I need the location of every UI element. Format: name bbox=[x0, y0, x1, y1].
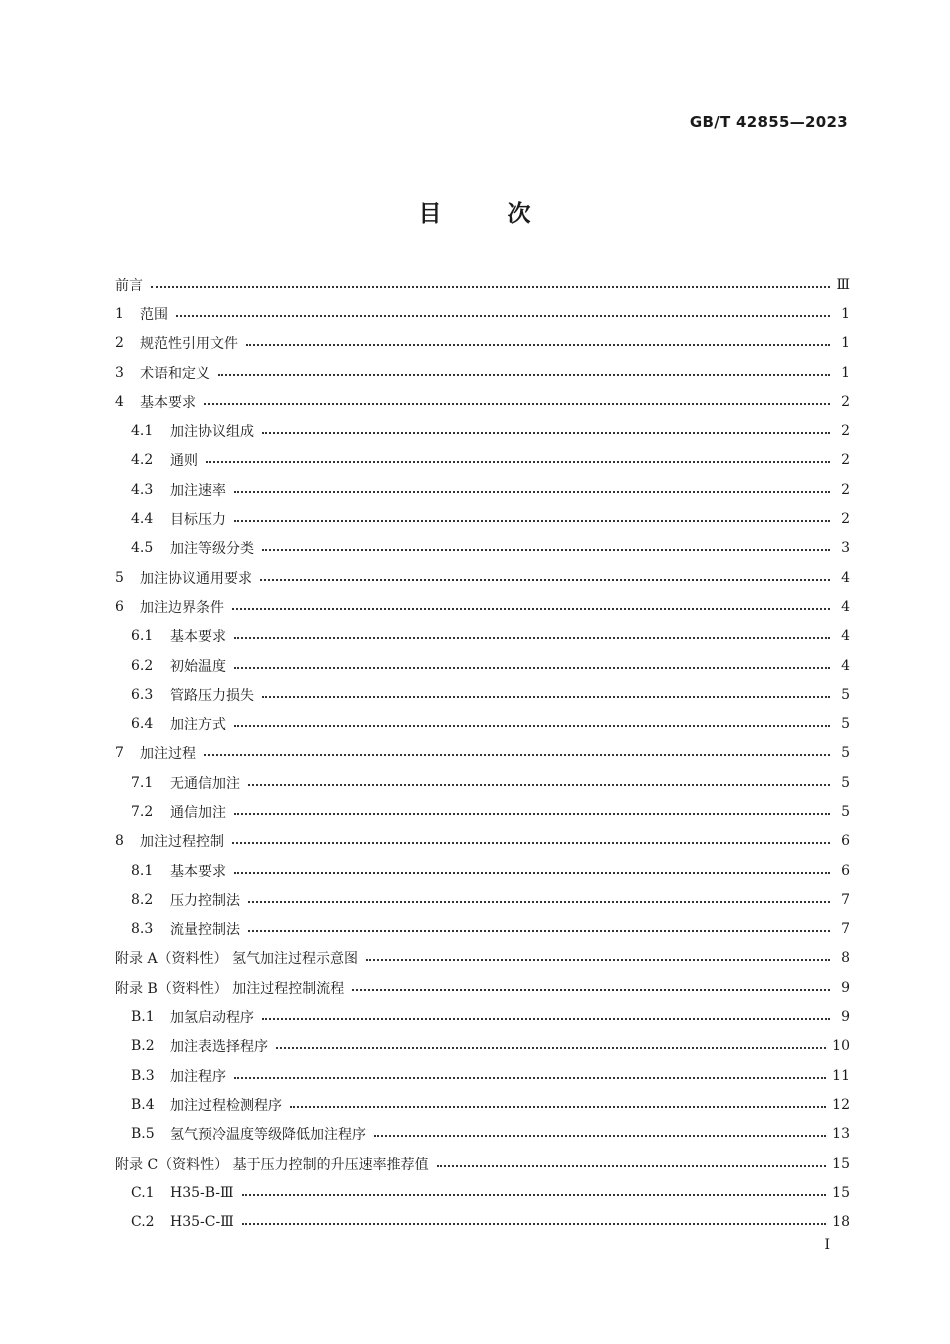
toc-entry-page: 5 bbox=[841, 686, 850, 703]
dot-leader bbox=[246, 344, 830, 346]
toc-entry-number: 4.3 bbox=[131, 481, 154, 498]
toc-entry-page: 6 bbox=[841, 833, 850, 850]
toc-entry-page: 2 bbox=[841, 423, 850, 440]
toc-entry-page: 5 bbox=[841, 774, 850, 791]
toc-entry-page: 2 bbox=[841, 511, 850, 528]
toc-entry-label: 附录 A（资料性） 氢气加注过程示意图 bbox=[115, 951, 359, 968]
toc-entry-page: 12 bbox=[832, 1096, 850, 1113]
toc-entry[interactable] bbox=[115, 446, 850, 475]
toc-entry-label: 管路压力损失 bbox=[170, 687, 254, 704]
toc-entry[interactable] bbox=[115, 475, 850, 504]
toc-entry-label: 附录 B（资料性） 加注过程控制流程 bbox=[115, 980, 345, 997]
toc-entry-number: B.1 bbox=[131, 1009, 155, 1026]
toc-entry-number: 6.1 bbox=[131, 628, 154, 645]
toc-entry[interactable] bbox=[115, 299, 850, 328]
toc-entry-page: Ⅲ bbox=[836, 276, 850, 293]
toc-entry-number: 6.3 bbox=[131, 686, 154, 703]
toc-entry-label: 压力控制法 bbox=[170, 892, 240, 909]
toc-entry-label: 目标压力 bbox=[170, 512, 226, 529]
toc-entry-label: 加氢启动程序 bbox=[170, 1010, 254, 1027]
toc-entry[interactable] bbox=[115, 534, 850, 563]
toc-entry-number: 7.2 bbox=[131, 803, 154, 820]
toc-entry-page: 18 bbox=[832, 1214, 850, 1231]
toc-entry[interactable] bbox=[115, 416, 850, 445]
toc-entry[interactable] bbox=[115, 358, 850, 387]
page-number: I bbox=[824, 1237, 830, 1253]
toc-entry-number: 4 bbox=[115, 393, 124, 410]
dot-leader bbox=[204, 754, 830, 756]
toc-entry[interactable] bbox=[115, 827, 850, 856]
dot-leader bbox=[260, 579, 830, 581]
toc-entry[interactable] bbox=[115, 622, 850, 651]
toc-entry-number: 4.4 bbox=[131, 511, 154, 528]
toc-entry-label: 加注边界条件 bbox=[140, 599, 224, 616]
toc-entry-page: 2 bbox=[841, 452, 850, 469]
toc-entry-number: 1 bbox=[115, 305, 124, 322]
toc-entry[interactable] bbox=[115, 1061, 850, 1090]
dot-leader bbox=[234, 725, 830, 727]
toc-entry-page: 2 bbox=[841, 393, 850, 410]
toc-entry-page: 4 bbox=[841, 657, 850, 674]
toc-entry[interactable] bbox=[115, 709, 850, 738]
toc-entry-page: 1 bbox=[841, 335, 850, 352]
toc-entry-number: B.4 bbox=[131, 1096, 155, 1113]
toc-entry-number: 4.5 bbox=[131, 540, 154, 557]
toc-entry[interactable] bbox=[115, 1149, 850, 1178]
toc-entry[interactable] bbox=[115, 1002, 850, 1031]
toc-entry-number: 5 bbox=[115, 569, 124, 586]
toc-entry-label: H35-C-Ⅲ bbox=[170, 1214, 234, 1231]
toc-entry-page: 6 bbox=[841, 862, 850, 879]
toc-entry-label: H35-B-Ⅲ bbox=[170, 1184, 234, 1201]
toc-entry-label: 加注协议通用要求 bbox=[140, 570, 252, 587]
toc-entry[interactable] bbox=[115, 915, 850, 944]
toc-entry-label: 加注过程检测程序 bbox=[170, 1097, 282, 1114]
toc-entry-number: 8.1 bbox=[131, 862, 154, 879]
toc-entry-label: 规范性引用文件 bbox=[140, 336, 238, 353]
toc-entry-label: 范围 bbox=[140, 306, 168, 323]
toc-entry-number: B.2 bbox=[131, 1038, 155, 1055]
toc-entry-page: 5 bbox=[841, 716, 850, 733]
toc-entry[interactable] bbox=[115, 563, 850, 592]
toc-entry[interactable] bbox=[115, 1178, 850, 1207]
toc-entry-label: 附录 C（资料性） 基于压力控制的升压速率推荐值 bbox=[115, 1156, 429, 1173]
toc-entry[interactable] bbox=[115, 856, 850, 885]
toc-entry-number: 3 bbox=[115, 364, 124, 381]
dot-leader bbox=[242, 1223, 826, 1225]
toc-entry-page: 5 bbox=[841, 745, 850, 762]
toc-entry[interactable] bbox=[115, 973, 850, 1002]
toc-entry-page: 10 bbox=[832, 1038, 850, 1055]
toc-entry-number: 7.1 bbox=[131, 774, 154, 791]
toc-entry-number: 8 bbox=[115, 833, 124, 850]
toc-entry-number: 4.1 bbox=[131, 423, 154, 440]
toc-entry-number: C.1 bbox=[131, 1184, 155, 1201]
toc-entry[interactable] bbox=[115, 885, 850, 914]
dot-leader bbox=[248, 784, 830, 786]
toc-entry[interactable] bbox=[115, 270, 850, 299]
dot-leader bbox=[262, 432, 830, 434]
toc-entry[interactable] bbox=[115, 651, 850, 680]
toc-entry-page: 7 bbox=[841, 921, 850, 938]
toc-entry-label: 基本要求 bbox=[170, 629, 226, 646]
dot-leader bbox=[248, 930, 830, 932]
toc-entry-page: 4 bbox=[841, 569, 850, 586]
toc-entry[interactable] bbox=[115, 739, 850, 768]
toc-entry-label: 加注表选择程序 bbox=[170, 1039, 268, 1056]
toc-entry-label: 通则 bbox=[170, 453, 198, 470]
standard-number: GB/T 42855—2023 bbox=[689, 113, 848, 131]
toc-entry-label: 加注协议组成 bbox=[170, 424, 254, 441]
dot-leader bbox=[234, 491, 830, 493]
dot-leader bbox=[352, 989, 830, 991]
toc-entry-page: 4 bbox=[841, 598, 850, 615]
toc-entry-page: 4 bbox=[841, 628, 850, 645]
toc-entry-page: 2 bbox=[841, 481, 850, 498]
toc-entry[interactable] bbox=[115, 680, 850, 709]
dot-leader bbox=[218, 374, 830, 376]
toc-entry-number: 6 bbox=[115, 598, 124, 615]
page-title: 目 次 bbox=[418, 201, 532, 227]
toc-entry-page: 1 bbox=[841, 305, 850, 322]
toc-entry-label: 加注程序 bbox=[170, 1068, 226, 1085]
dot-leader bbox=[234, 637, 830, 639]
toc-entry-page: 5 bbox=[841, 803, 850, 820]
dot-leader bbox=[151, 286, 830, 288]
dot-leader bbox=[248, 901, 830, 903]
toc-entry-page: 15 bbox=[832, 1184, 850, 1201]
toc-entry-page: 8 bbox=[841, 950, 850, 967]
toc-entry-page: 1 bbox=[841, 364, 850, 381]
toc-entry-label: 初始温度 bbox=[170, 658, 226, 675]
toc-entry-number: B.5 bbox=[131, 1126, 155, 1143]
dot-leader bbox=[206, 461, 830, 463]
toc-entry-label: 加注方式 bbox=[170, 717, 226, 734]
dot-leader bbox=[232, 842, 830, 844]
toc-entry-page: 13 bbox=[832, 1126, 850, 1143]
toc-entry[interactable] bbox=[115, 944, 850, 973]
dot-leader bbox=[374, 1135, 826, 1137]
dot-leader bbox=[276, 1047, 826, 1049]
toc-entry-number: 7 bbox=[115, 745, 124, 762]
dot-leader bbox=[366, 959, 830, 961]
toc-entry[interactable] bbox=[115, 1032, 850, 1061]
toc-entry-number: 6.4 bbox=[131, 716, 154, 733]
toc-entry[interactable] bbox=[115, 592, 850, 621]
toc-entry-label: 前言 bbox=[115, 277, 143, 294]
toc-entry[interactable] bbox=[115, 1208, 850, 1237]
toc-entry[interactable] bbox=[115, 504, 850, 533]
toc-entry-number: 2 bbox=[115, 335, 124, 352]
toc-entry-page: 9 bbox=[841, 979, 850, 996]
toc-entry[interactable] bbox=[115, 1090, 850, 1119]
toc-entry-page: 3 bbox=[841, 540, 850, 557]
toc-entry-page: 11 bbox=[832, 1067, 850, 1084]
toc-entry[interactable] bbox=[115, 1120, 850, 1149]
toc-entry[interactable] bbox=[115, 329, 850, 358]
dot-leader bbox=[262, 696, 830, 698]
table-of-contents bbox=[115, 270, 850, 1237]
dot-leader bbox=[234, 667, 830, 669]
toc-entry-number: 6.2 bbox=[131, 657, 154, 674]
dot-leader bbox=[290, 1106, 826, 1108]
toc-entry[interactable] bbox=[115, 768, 850, 797]
dot-leader bbox=[262, 1018, 830, 1020]
toc-entry-label: 加注等级分类 bbox=[170, 541, 254, 558]
dot-leader bbox=[437, 1165, 827, 1167]
dot-leader bbox=[234, 520, 830, 522]
toc-entry-label: 氢气预冷温度等级降低加注程序 bbox=[170, 1127, 366, 1144]
dot-leader bbox=[234, 1077, 826, 1079]
toc-entry-page: 7 bbox=[841, 891, 850, 908]
toc-entry-label: 流量控制法 bbox=[170, 922, 240, 939]
toc-entry-number: 8.2 bbox=[131, 891, 154, 908]
toc-entry-page: 9 bbox=[841, 1009, 850, 1026]
dot-leader bbox=[204, 403, 830, 405]
toc-entry-label: 加注过程 bbox=[140, 746, 196, 763]
toc-entry-label: 基本要求 bbox=[170, 863, 226, 880]
dot-leader bbox=[234, 813, 830, 815]
dot-leader bbox=[262, 549, 830, 551]
toc-entry-label: 术语和定义 bbox=[140, 365, 210, 382]
toc-entry-number: 8.3 bbox=[131, 921, 154, 938]
dot-leader bbox=[232, 608, 830, 610]
toc-entry-page: 15 bbox=[832, 1155, 850, 1172]
toc-entry[interactable] bbox=[115, 797, 850, 826]
toc-entry[interactable] bbox=[115, 387, 850, 416]
toc-entry-label: 加注过程控制 bbox=[140, 834, 224, 851]
toc-entry-number: C.2 bbox=[131, 1214, 155, 1231]
toc-entry-number: B.3 bbox=[131, 1067, 155, 1084]
toc-entry-number: 4.2 bbox=[131, 452, 154, 469]
dot-leader bbox=[242, 1194, 827, 1196]
toc-entry-label: 通信加注 bbox=[170, 804, 226, 821]
dot-leader bbox=[176, 315, 830, 317]
toc-entry-label: 基本要求 bbox=[140, 394, 196, 411]
toc-entry-label: 无通信加注 bbox=[170, 775, 240, 792]
toc-entry-label: 加注速率 bbox=[170, 482, 226, 499]
dot-leader bbox=[234, 872, 830, 874]
